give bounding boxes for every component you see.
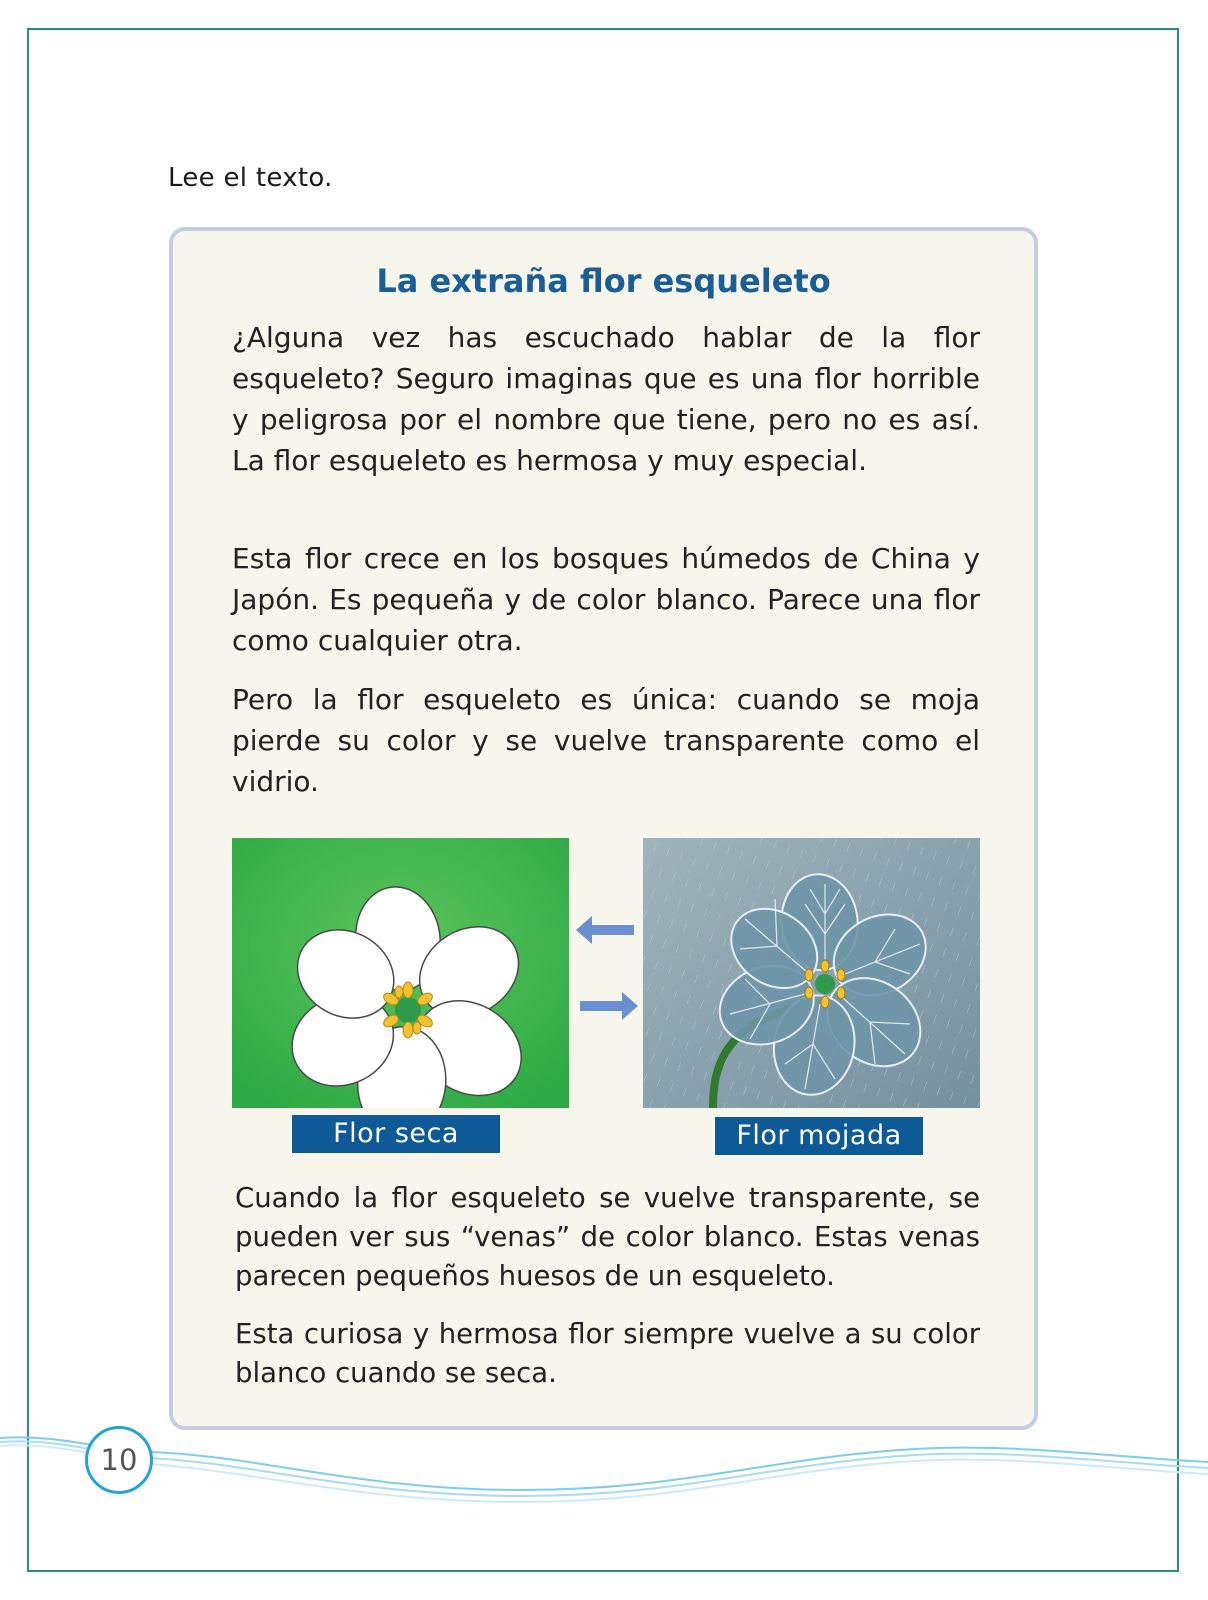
reading-title: La extraña flor esqueleto	[376, 262, 831, 300]
dry-flower-label: Flor seca	[292, 1115, 500, 1153]
paragraph-1: ¿Alguna vez has escuchado hablar de la flor esqueleto? Seguro imaginas que es una flor horrible y peligrosa por el nombre que tiene, pero no es así. La flor esqueleto es hermosa y muy especial.	[232, 321, 980, 477]
paragraph-5: Esta curiosa y hermosa flor siempre vuelve a su color blanco cuando se seca.	[235, 1318, 980, 1389]
paragraph-2: Esta flor crece en los bosques húmedos de China y Japón. Es pequeña y de color blanco. Parece una flor como cualquier otra.	[232, 542, 980, 657]
dry-flower-image	[232, 838, 569, 1108]
paragraph-3: Pero la flor esqueleto es única: cuando se moja pierde su color y se vuelve transparente como el vidrio.	[232, 683, 980, 798]
page-number: 10	[85, 1426, 153, 1494]
wet-flower-image	[643, 838, 980, 1108]
paragraph-4: Cuando la flor esqueleto se vuelve transparente, se pueden ver sus “venas” de color blanco. Estas venas parecen pequeños huesos de un esqueleto.	[235, 1182, 980, 1292]
instruction-text: Lee el texto.	[168, 163, 333, 193]
reading-box	[169, 227, 1038, 1430]
swap-arrows	[576, 916, 638, 1026]
arrow-left-icon	[576, 916, 634, 944]
wet-flower-label: Flor mojada	[715, 1117, 923, 1155]
footer-waves	[0, 1420, 1208, 1510]
arrow-right-icon	[580, 992, 638, 1020]
